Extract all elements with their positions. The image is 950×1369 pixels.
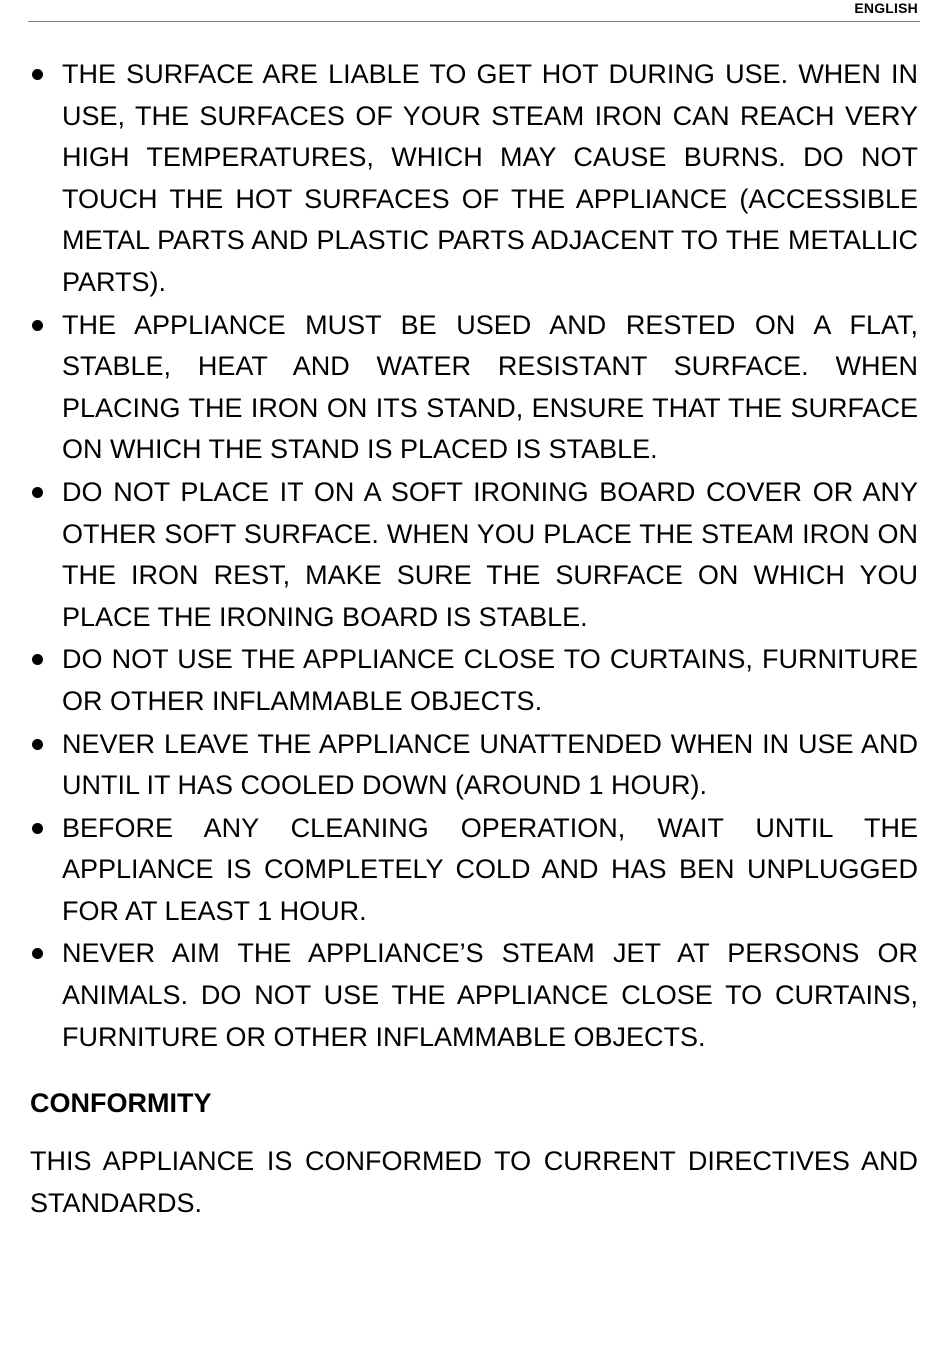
warning-item-hot-surfaces [28,54,918,304]
bullet-icon [32,654,43,665]
warning-item-cleaning [28,808,918,933]
warning-item-stable-surface [28,305,918,471]
warning-item-inflammable-objects [28,639,918,722]
warning-text: DO NOT PLACE IT ON A SOFT IRONING BOARD COVER OR ANY OTHER SOFT SURFACE. WHEN YOU PLACE THE STEAM IRON ON THE IRON REST, MAKE SURE THE SURFACE ON WHICH YOU PLACE THE IRONING BOARD IS STABLE. [62,476,918,632]
warning-item-steam-jet [28,933,918,1058]
conformity-heading: CONFORMITY [30,1088,212,1118]
bullet-icon [32,948,43,959]
warning-text: BEFORE ANY CLEANING OPERATION, WAIT UNTIL THE APPLIANCE IS COMPLETELY COLD AND HAS BEN UNPLUGGED FOR AT LEAST 1 HOUR. [62,812,918,926]
warning-item-soft-surface [28,472,918,638]
bullet-icon [32,823,43,834]
bullet-icon [32,487,43,498]
warning-item-unattended [28,724,918,807]
safety-warnings-list [28,54,918,1059]
warning-text: NEVER LEAVE THE APPLIANCE UNATTENDED WHEN IN USE AND UNTIL IT HAS COOLED DOWN (AROUND 1 HOUR). [62,728,918,801]
language-label: ENGLISH [854,0,918,16]
warning-text: THE SURFACE ARE LIABLE TO GET HOT DURING USE. WHEN IN USE, THE SURFACES OF YOUR STEAM IRON CAN REACH VERY HIGH TEMPERATURES, WHICH MAY CAUSE BURNS. DO NOT TOUCH THE HOT SURFACES OF THE APPLIANCE (ACCESSIBLE METAL PARTS AND PLASTIC PARTS ADJACENT TO THE METALLIC PARTS). [62,59,918,297]
warning-text: NEVER AIM THE APPLIANCE’S STEAM JET AT PERSONS OR ANIMALS. DO NOT USE THE APPLIANCE CLOSE TO CURTAINS, FURNITURE OR OTHER INFLAMMABLE OBJECTS. [62,938,918,1052]
conformity-text: THIS APPLIANCE IS CONFORMED TO CURRENT DIRECTIVES AND STANDARDS. [30,1146,918,1218]
warning-text: THE APPLIANCE MUST BE USED AND RESTED ON A FLAT, STABLE, HEAT AND WATER RESISTANT SURFACE. WHEN PLACING THE IRON ON ITS STAND, ENSURE THAT THE SURFACE ON WHICH THE STAND IS PLACED IS STABLE. [62,309,918,465]
bullet-icon [32,739,43,750]
bullet-icon [32,320,43,331]
warning-text: DO NOT USE THE APPLIANCE CLOSE TO CURTAINS, FURNITURE OR OTHER INFLAMMABLE OBJECTS. [62,644,918,716]
page-header [28,0,920,22]
bullet-icon [32,69,43,80]
